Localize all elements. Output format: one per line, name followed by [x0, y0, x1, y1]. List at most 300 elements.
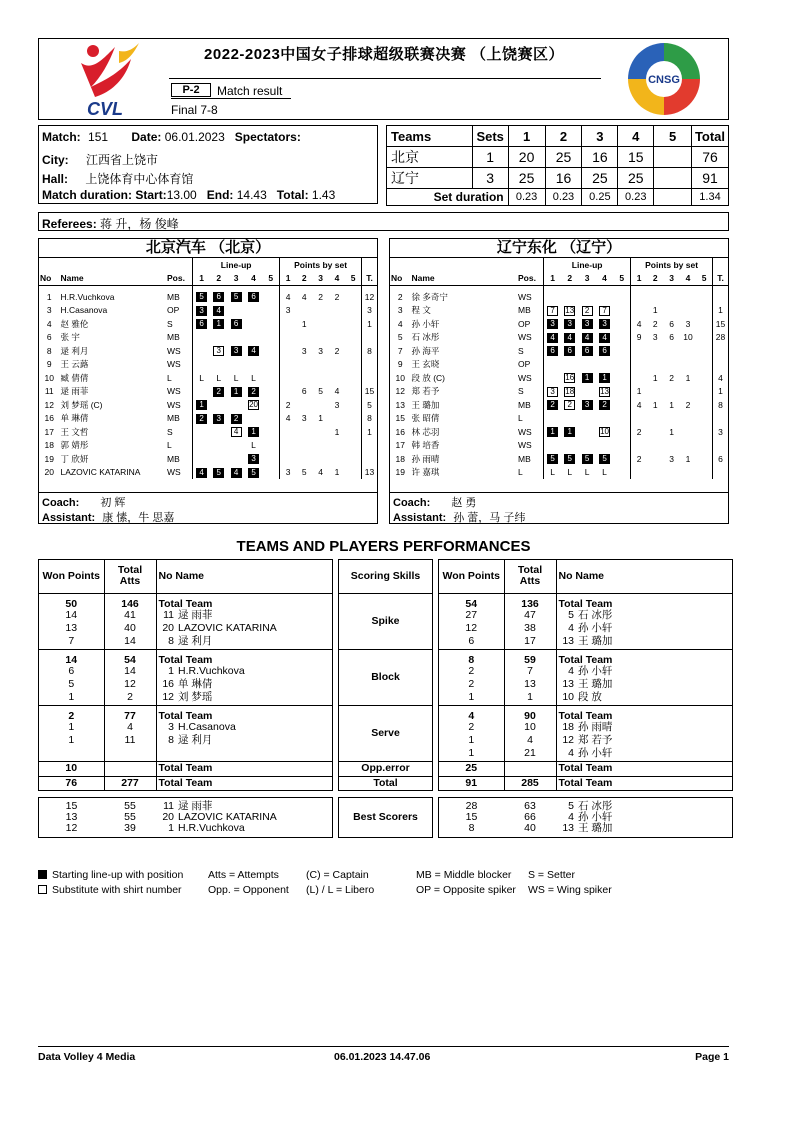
- player-total: [713, 344, 728, 358]
- starting-position-box: 4: [248, 346, 259, 356]
- set-points: [647, 425, 663, 439]
- player-number: 19: [44, 453, 54, 464]
- set-points: [296, 398, 312, 412]
- player-number: 15: [395, 413, 405, 424]
- referees: Referees: 蒋 升，杨 俊峰: [38, 212, 729, 231]
- player-total: [362, 358, 377, 372]
- set-points: [329, 358, 345, 372]
- lineup-header: Line-up: [544, 258, 631, 271]
- opp-error-row: 25 Total Team: [439, 761, 732, 776]
- set-points: [647, 344, 663, 358]
- starting-position-box: 5: [547, 454, 558, 464]
- set-points: [296, 358, 312, 372]
- col-points-set: 2: [647, 271, 663, 285]
- set-points: [663, 344, 679, 358]
- set-points: [696, 304, 712, 318]
- player-name: LAZOVIC KATARINA: [60, 467, 141, 478]
- player-number: 12: [44, 399, 54, 410]
- substitute-box: 2: [564, 400, 575, 410]
- col-points-set: 5: [696, 271, 712, 285]
- set-points: [696, 412, 712, 426]
- team-name: 北京: [387, 147, 473, 168]
- player-name: 郑 若予: [411, 386, 440, 397]
- svg-text:CVL: CVL: [87, 99, 123, 119]
- set-points: 4: [334, 386, 340, 397]
- player-row: [39, 317, 377, 331]
- col-lineup-set: 3: [578, 271, 595, 285]
- set-points: [663, 466, 679, 480]
- player-position: WS: [167, 386, 181, 397]
- col-lineup-set: 5: [613, 271, 630, 285]
- player-row: [390, 452, 728, 466]
- col-pos: Pos.: [166, 271, 193, 285]
- set-points: [696, 466, 712, 480]
- col-name: Name: [410, 271, 517, 285]
- player-position: WS: [518, 440, 532, 451]
- set-points: [647, 466, 663, 480]
- best-scorer-row: 13 55 20 LAZOVIC KATARINA: [65, 811, 277, 823]
- set-points: 2: [334, 291, 340, 302]
- player-position: S: [518, 345, 524, 356]
- set-points: [329, 371, 345, 385]
- points-header: Points by set: [631, 258, 713, 271]
- col-lineup-set: 2: [210, 271, 227, 285]
- player-total: [713, 466, 728, 480]
- team-a-roster: [38, 238, 378, 524]
- scoreboard: [386, 125, 729, 204]
- set-points: [631, 290, 647, 304]
- set-points: 2: [318, 291, 323, 302]
- set-points: 1: [669, 399, 674, 410]
- starting-position-box: 4: [599, 333, 610, 343]
- skill-opp-error: Opp.error: [339, 761, 432, 776]
- player-position: WS: [518, 372, 532, 383]
- starting-position-box: 5: [231, 292, 242, 302]
- starting-position-box: 5: [599, 454, 610, 464]
- player-number: 3: [46, 305, 52, 316]
- set-points: 3: [318, 345, 323, 356]
- set-points: [696, 290, 712, 304]
- player-total: [362, 371, 377, 385]
- set-points: [680, 358, 696, 372]
- player-name: 单 琳倩: [60, 413, 89, 424]
- set-points: [345, 371, 361, 385]
- col-lineup-set: 3: [227, 271, 244, 285]
- col-no: No: [390, 271, 410, 285]
- player-position: WS: [518, 426, 532, 437]
- libero-mark: L: [602, 467, 607, 478]
- set-points: 6: [669, 318, 674, 329]
- player-total: 6: [713, 452, 728, 466]
- player-total: [362, 331, 377, 345]
- player-total: 1: [713, 304, 728, 318]
- set-points: 1: [318, 413, 323, 424]
- player-total: 1: [362, 317, 377, 331]
- set-points: [631, 412, 647, 426]
- libero-mark: L: [251, 372, 256, 383]
- skill-total-row: 8 59 Total Team: [439, 649, 732, 666]
- set-points: [280, 371, 296, 385]
- set-points: 4: [318, 467, 323, 478]
- team-a-best-scorers: [38, 797, 333, 838]
- starting-position-box: 1: [196, 400, 207, 410]
- player-row: [390, 439, 728, 453]
- skill-player-row: 2 13 13 王 璐加: [439, 679, 732, 692]
- set-points: [647, 358, 663, 372]
- best-scorer-row: 8 40 13 王 璐加: [468, 822, 613, 834]
- skill-total-row: 2 77 Total Team: [39, 705, 332, 722]
- set-points: [647, 290, 663, 304]
- skill-player-row: 2 7 4 孙 小轩: [439, 666, 732, 679]
- substitute-box: 18: [565, 386, 575, 396]
- player-name: 王 玄晓: [411, 359, 440, 370]
- starting-position-box: 2: [231, 414, 242, 424]
- set-points: [696, 425, 712, 439]
- set-points: [345, 358, 361, 372]
- player-number: 9: [397, 359, 403, 370]
- skill-player-row: 6 17 13 王 璐加: [439, 636, 732, 649]
- set-points: [345, 398, 361, 412]
- player-name: 孙 海平: [411, 345, 440, 356]
- player-position: OP: [167, 305, 180, 316]
- team-b-roster: [389, 238, 729, 524]
- libero-mark: L: [193, 371, 210, 385]
- player-position: WS: [167, 345, 181, 356]
- player-row: [390, 317, 728, 331]
- match-hall: 上饶体育中心体育馆: [85, 172, 194, 186]
- set-points: 1: [652, 305, 658, 316]
- substitute-box: 10: [600, 427, 609, 437]
- player-row: [39, 439, 377, 453]
- set-points: [631, 304, 647, 318]
- team-b-name: 辽宁东化 （辽宁）: [390, 239, 728, 258]
- set-points: 4: [631, 317, 647, 331]
- set-points: [663, 358, 679, 372]
- set-points: [280, 425, 296, 439]
- player-number: 16: [395, 426, 405, 437]
- skill-total-row: 4 90 Total Team: [439, 705, 732, 722]
- player-number: 1: [46, 291, 52, 302]
- set-points: [680, 290, 696, 304]
- starting-position-box: 6: [599, 346, 610, 356]
- set-points: 6: [669, 332, 674, 343]
- player-position: WS: [167, 467, 181, 478]
- player-row: [39, 304, 377, 318]
- substitute-box: 16: [565, 373, 575, 383]
- set-points: [345, 466, 361, 480]
- starting-position-box: 4: [582, 333, 593, 343]
- set-points: [312, 398, 328, 412]
- player-number: 5: [397, 332, 403, 343]
- player-total: 1: [713, 385, 728, 399]
- starting-position-box: 4: [231, 468, 242, 478]
- player-position: L: [167, 440, 172, 451]
- substitute-box: 20: [249, 400, 258, 410]
- best-scorer-row: 12 39 1 H.R.Vuchkova: [65, 822, 245, 834]
- set-points: [647, 452, 663, 466]
- player-name: H.R.Vuchkova: [60, 291, 115, 302]
- set-points: [312, 331, 328, 345]
- match-date: 06.01.2023: [164, 130, 225, 144]
- player-row: [390, 331, 728, 345]
- set-points: [647, 385, 663, 399]
- set-points: 1: [669, 426, 674, 437]
- starting-position-box: 6: [564, 346, 575, 356]
- skill-player-row: 1 1 10 段 放: [439, 692, 732, 705]
- player-name: 王 璐加: [411, 399, 440, 410]
- starting-position-box: 3: [547, 319, 558, 329]
- starting-position-box: 3: [582, 319, 593, 329]
- substitute-box: 7: [547, 306, 558, 316]
- player-total: [713, 290, 728, 304]
- best-scorers-label: Best Scorers: [338, 797, 433, 838]
- player-total: 28: [713, 331, 728, 345]
- skill-player-row: 14 41 11 逯 雨菲: [39, 610, 332, 623]
- set-points: [329, 412, 345, 426]
- player-number: 20: [44, 467, 54, 478]
- libero-mark: L: [233, 372, 239, 383]
- col-name: Name: [59, 271, 166, 285]
- player-number: 9: [46, 359, 52, 370]
- end-time: 14.43: [236, 188, 267, 202]
- set-points: [312, 317, 328, 331]
- set-points: 1: [301, 318, 307, 329]
- player-row: [39, 385, 377, 399]
- score-header: Teams Sets 1 2 3 4 5 Total: [387, 126, 729, 147]
- set-points: [280, 385, 296, 399]
- player-number: 8: [46, 345, 52, 356]
- player-number: 18: [395, 453, 405, 464]
- set-points: 3: [301, 345, 307, 356]
- set-points: [329, 452, 345, 466]
- set-points: [345, 344, 361, 358]
- skill-serve: Serve: [339, 705, 432, 761]
- player-total: [362, 452, 377, 466]
- starting-position-box: 3: [213, 414, 224, 424]
- starting-position-box: 2: [196, 414, 207, 424]
- set-points: [296, 439, 312, 453]
- grand-total-row: 91 285 Total Team: [439, 776, 732, 791]
- set-points: [631, 371, 647, 385]
- starting-position-box: 6: [196, 319, 207, 329]
- match-city: 江西省上饶市: [86, 153, 159, 167]
- substitute-box: 7: [599, 306, 610, 316]
- set-points: [280, 331, 296, 345]
- player-row: [390, 385, 728, 399]
- skill-total-row: 50 146 Total Team: [39, 593, 332, 610]
- set-points: [296, 371, 312, 385]
- player-row: [390, 358, 728, 372]
- skill-player-row: 27 47 5 石 冰彤: [439, 610, 732, 623]
- starting-position-box: 4: [547, 333, 558, 343]
- set-points: [312, 304, 328, 318]
- set-points: [296, 452, 312, 466]
- starting-position-box: 3: [231, 346, 242, 356]
- player-position: S: [167, 426, 173, 437]
- best-scorer-row: 15 55 11 逯 雨菲: [65, 800, 213, 812]
- set-points: [329, 304, 345, 318]
- team-b-staff: Coach: 赵 勇 Assistant: 孙 蕾，马 子纬: [390, 492, 728, 525]
- player-total: 3: [362, 304, 377, 318]
- best-scorer-row: 28 63 5 石 冰彤: [465, 800, 613, 812]
- set-points: [663, 412, 679, 426]
- player-position: MB: [167, 413, 180, 424]
- skill-total-row: 14 54 Total Team: [39, 649, 332, 666]
- player-position: L: [518, 413, 523, 424]
- player-name: 郭 婧彤: [60, 440, 89, 451]
- starting-position-box: 2: [213, 387, 224, 397]
- player-number: 16: [44, 413, 54, 424]
- set-points: 5: [318, 386, 323, 397]
- player-number: 11: [44, 386, 54, 397]
- col-lineup-set: 1: [193, 271, 210, 285]
- player-number: 18: [44, 440, 54, 451]
- set-points: [696, 344, 712, 358]
- starting-position-box: 2: [599, 400, 610, 410]
- player-position: MB: [518, 453, 531, 464]
- lineup-header: Line-up: [193, 258, 280, 271]
- player-position: WS: [518, 332, 532, 343]
- col-lineup-set: 4: [596, 271, 613, 285]
- player-row: [390, 371, 728, 385]
- set-points: [696, 358, 712, 372]
- player-name: 张 昭倩: [411, 413, 440, 424]
- team-b-best-scorers: [438, 797, 733, 838]
- player-name: 段 放 (C): [411, 372, 446, 383]
- set-points: [345, 290, 361, 304]
- referee-names: 蒋 升，杨 俊峰: [100, 217, 179, 231]
- set-points: [280, 358, 296, 372]
- starting-position-box: 2: [248, 387, 259, 397]
- player-row: [390, 398, 728, 412]
- player-row: [39, 425, 377, 439]
- starting-position-box: 5: [213, 468, 224, 478]
- team-a-staff: Coach: 初 辉 Assistant: 康 愫，牛 思嘉: [39, 492, 377, 525]
- starting-position-box: 5: [564, 454, 575, 464]
- player-position: MB: [167, 453, 180, 464]
- player-total: 8: [713, 398, 728, 412]
- player-name: 孙 雨晴: [411, 453, 440, 464]
- player-position: MB: [518, 399, 531, 410]
- team-b-performance: Won Points Total Atts No Name 54 136 Total Team 27 47 5 石 冰彤 12 38 4 孙 小轩 6 17 13 王 璐加 8 59 Total Team 2 7 4 孙 小轩 2 13 13 王 璐加 1 1 10 段 放 4 90 Total Team 2 10 18 孙 雨晴 1 4 12 郑 若予 1 21 4 孙 小轩 25 Total Team 91 285 Total Team: [438, 559, 733, 791]
- set-points: [312, 439, 328, 453]
- player-name: 石 冰彤: [411, 332, 440, 343]
- set-points: [312, 371, 328, 385]
- set-points: [680, 344, 696, 358]
- set-points: [280, 452, 296, 466]
- player-name: 程 文: [411, 305, 431, 316]
- set-points: [312, 425, 328, 439]
- set-points: 4: [280, 412, 296, 426]
- player-total: 4: [713, 371, 728, 385]
- starting-position-box: 1: [213, 319, 224, 329]
- set-points: 3: [280, 466, 296, 480]
- grand-total-row: 76 277 Total Team: [39, 776, 332, 791]
- player-total: 3: [713, 425, 728, 439]
- set-points: 1: [334, 467, 340, 478]
- player-position: MB: [167, 332, 180, 343]
- set-points: 3: [334, 399, 340, 410]
- col-points-set: 4: [680, 271, 696, 285]
- set-points: [345, 331, 361, 345]
- player-total: [713, 412, 728, 426]
- svg-text:CNSG: CNSG: [648, 74, 680, 86]
- set-points: [329, 331, 345, 345]
- set-points: 5: [301, 467, 307, 478]
- starting-position-box: 3: [564, 319, 575, 329]
- player-number: 10: [44, 372, 54, 383]
- substitute-box: 13: [600, 386, 609, 396]
- player-name: 丁 欣妍: [60, 453, 89, 464]
- player-number: 12: [395, 386, 405, 397]
- player-row: [39, 412, 377, 426]
- starting-position-box: 1: [231, 387, 242, 397]
- set-points: [329, 439, 345, 453]
- col-points-set: 2: [296, 271, 312, 285]
- set-points: [345, 425, 361, 439]
- hall-row: Hall: 上饶体育中心体育馆: [42, 172, 194, 186]
- set-points: 3: [669, 453, 674, 464]
- set-points: 9: [631, 331, 647, 345]
- col-total: T.: [713, 271, 728, 285]
- report-title: 2022-2023中国女子排球超级联赛决赛 （上饶赛区）: [204, 46, 564, 63]
- set-points: 6: [301, 386, 307, 397]
- skill-player-row: 1 21 4 孙 小轩: [439, 748, 732, 761]
- skill-player-row: [39, 748, 332, 761]
- match-row: Match: 151 Date: 06.01.2023 Spectators:: [42, 130, 301, 144]
- libero-mark: L: [567, 467, 573, 478]
- player-position: WS: [167, 399, 181, 410]
- set-points: [680, 412, 696, 426]
- set-points: [280, 317, 296, 331]
- starting-position-box: 1: [564, 427, 575, 437]
- col-points-set: 3: [663, 271, 679, 285]
- set-points: [345, 439, 361, 453]
- player-name: 孙 小轩: [411, 318, 440, 329]
- player-position: S: [518, 386, 524, 397]
- team-a-name: 北京汽车 （北京）: [39, 239, 377, 258]
- set-points: [680, 439, 696, 453]
- set-points: [647, 439, 663, 453]
- match-info: [38, 125, 378, 204]
- footer-page: Page 1: [695, 1051, 729, 1063]
- set-points: [312, 358, 328, 372]
- player-name: H.Casanova: [60, 305, 108, 316]
- col-points-set: 3: [312, 271, 328, 285]
- player-name: 许 嘉琪: [411, 467, 440, 478]
- set-points: [296, 331, 312, 345]
- set-points: [329, 317, 345, 331]
- player-position: OP: [518, 359, 531, 370]
- player-number: 2: [397, 291, 403, 302]
- player-position: WS: [518, 291, 532, 302]
- score-row: 辽宁 3 25 16 25 25 91: [387, 168, 729, 189]
- col-points-set: 1: [631, 271, 647, 285]
- set-points: [680, 385, 696, 399]
- points-header: Points by set: [280, 258, 362, 271]
- skill-player-row: 12 38 4 孙 小轩: [439, 623, 732, 636]
- player-row: [390, 290, 728, 304]
- col-pos: Pos.: [517, 271, 544, 285]
- starting-position-box: 5: [196, 292, 207, 302]
- player-row: [39, 344, 377, 358]
- player-position: WS: [167, 359, 181, 370]
- player-row: [39, 290, 377, 304]
- player-number: 4: [46, 318, 52, 329]
- libero-mark: L: [584, 467, 590, 478]
- substitute-box: 4: [231, 427, 242, 437]
- set-points: [663, 385, 679, 399]
